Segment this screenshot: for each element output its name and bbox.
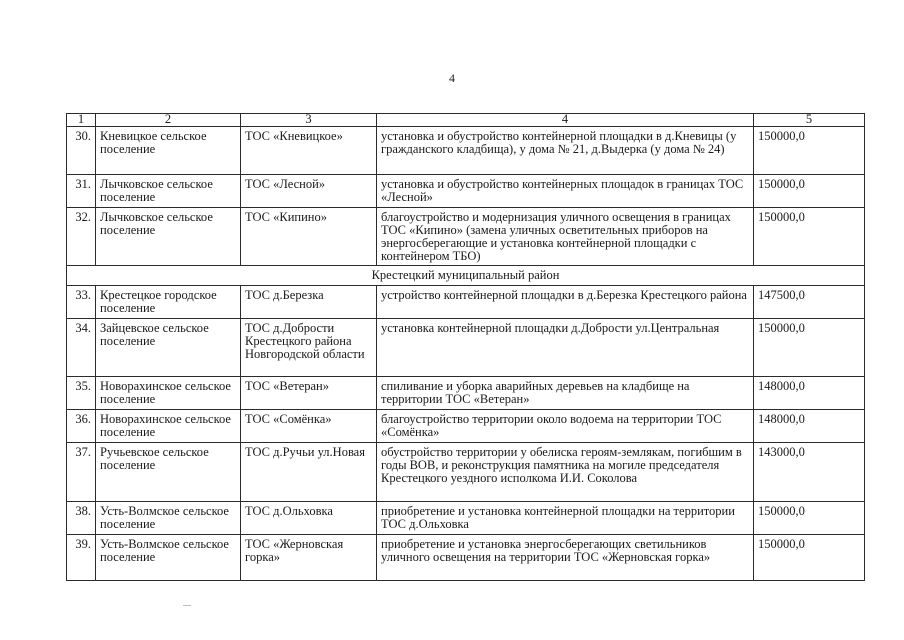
work-cell: устройство контейнерной площадки в д.Березка Крестецкого района [377,286,754,319]
work-cell: спиливание и уборка аварийных деревьев на кладбище на территории ТОС «Ветеран» [377,377,754,410]
settlement-cell: Новорахинское сельское поселение [96,410,241,443]
row-number: 36. [67,410,96,443]
table-header-row [67,114,865,127]
tos-cell: ТОС «Сомёнка» [241,410,377,443]
tos-cell: ТОС «Лесной» [241,175,377,208]
tos-cell: ТОС «Кневицкое» [241,127,377,175]
table-row [67,443,865,502]
work-cell: приобретение и установка энергосберегающих светильников уличного освещения на территории ТОС «Жерновская горка» [377,535,754,581]
amount-cell: 150000,0 [754,127,865,175]
section-title: Крестецкий муниципальный район [67,266,865,286]
tos-cell: ТОС д.Ольховка [241,502,377,535]
settlement-cell: Крестецкое городское поселение [96,286,241,319]
settlement-cell: Усть-Волмское сельское поселение [96,535,241,581]
table-row [67,410,865,443]
amount-cell: 143000,0 [754,443,865,502]
settlement-cell: Лычковское сельское поселение [96,208,241,266]
amount-cell: 148000,0 [754,377,865,410]
work-cell: установка контейнерной площадки д.Добрости ул.Центральная [377,319,754,377]
work-cell: установка и обустройство контейнерных площадок в границах ТОС «Лесной» [377,175,754,208]
amount-cell: 150000,0 [754,502,865,535]
amount-cell: 147500,0 [754,286,865,319]
tos-cell: ТОС д.Березка [241,286,377,319]
scan-speck [183,605,191,606]
row-number: 33. [67,286,96,319]
page-number: 4 [449,71,455,85]
amount-cell: 150000,0 [754,319,865,377]
amount-cell: 150000,0 [754,535,865,581]
work-cell: благоустройство и модернизация уличного освещения в границах ТОС «Кипино» (замена уличных осветительных приборов на энергосберегающие и установка контейнерной площадки с контейнером ТБО) [377,208,754,266]
row-number: 30. [67,127,96,175]
row-number: 35. [67,377,96,410]
amount-cell: 150000,0 [754,208,865,266]
table-row [67,535,865,581]
tos-cell: ТОС д.Ручьи ул.Новая [241,443,377,502]
row-number: 39. [67,535,96,581]
table-row [67,502,865,535]
row-number: 37. [67,443,96,502]
column-header: 4 [377,114,754,127]
work-cell: обустройство территории у обелиска героям-землякам, погибшим в годы ВОВ, и реконструкция памятника на могиле председателя Крестецкого уездного исполкома И.И. Соколова [377,443,754,502]
row-number: 34. [67,319,96,377]
settlement-cell: Усть-Волмское сельское поселение [96,502,241,535]
amount-cell: 150000,0 [754,175,865,208]
table-row [67,377,865,410]
table-row [67,175,865,208]
column-header: 3 [241,114,377,127]
column-header: 5 [754,114,865,127]
tos-cell: ТОС «Ветеран» [241,377,377,410]
tos-cell: ТОС «Кипино» [241,208,377,266]
tos-cell: ТОС «Жерновская горка» [241,535,377,581]
work-cell: установка и обустройство контейнерной площадки в д.Кневицы (у гражданского кладбища), у дома № 21, д.Выдерка (у дома № 24) [377,127,754,175]
table-row [67,286,865,319]
row-number: 38. [67,502,96,535]
row-number: 31. [67,175,96,208]
settlement-cell: Новорахинское сельское поселение [96,377,241,410]
column-header: 2 [96,114,241,127]
settlement-cell: Кневицкое сельское поселение [96,127,241,175]
column-header: 1 [67,114,96,127]
settlement-cell: Лычковское сельское поселение [96,175,241,208]
amount-cell: 148000,0 [754,410,865,443]
tos-projects-table [66,113,865,581]
settlement-cell: Зайцевское сельское поселение [96,319,241,377]
work-cell: благоустройство территории около водоема на территории ТОС «Сомёнка» [377,410,754,443]
settlement-cell: Ручьевское сельское поселение [96,443,241,502]
table-row [67,127,865,175]
section-row [67,266,865,286]
table-row [67,208,865,266]
row-number: 32. [67,208,96,266]
tos-cell: ТОС д.Добрости Крестецкого района Новгородской области [241,319,377,377]
table-row [67,319,865,377]
work-cell: приобретение и установка контейнерной площадки на территории ТОС д.Ольховка [377,502,754,535]
